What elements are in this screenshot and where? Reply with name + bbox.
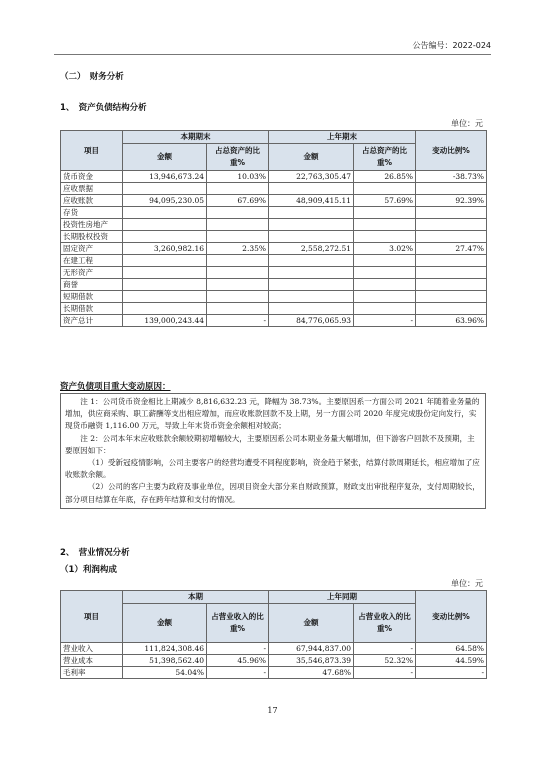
table-cell: [269, 279, 354, 291]
table-cell: -: [354, 315, 416, 327]
page-number: 17: [267, 706, 278, 715]
table-cell: 57.69%: [354, 195, 416, 207]
unit-label-2: 单位：元: [451, 579, 483, 588]
table-cell: 2,558,272.51: [269, 243, 354, 255]
table-cell: [123, 183, 207, 195]
table-cell: [207, 291, 269, 303]
row-label: 毛利率: [61, 667, 123, 679]
col-item: 项目: [61, 131, 123, 171]
table-row: [61, 231, 487, 243]
balance-sheet-table: [60, 130, 487, 327]
table-cell: [354, 183, 416, 195]
table-cell: [269, 303, 354, 315]
table-cell: [354, 303, 416, 315]
col-amount: 金额: [123, 604, 207, 643]
profit-structure-title: （1）利润构成: [60, 565, 117, 575]
table-cell: [354, 279, 416, 291]
table-cell: 13,946,673.24: [123, 171, 207, 183]
table-cell: 139,000,243.44: [123, 315, 207, 327]
table-cell: [207, 219, 269, 231]
table-cell: [269, 267, 354, 279]
row-label: 在建工程: [61, 255, 123, 267]
table-cell: 84,776,065.93: [269, 315, 354, 327]
table-cell: [123, 279, 207, 291]
table-cell: 22,763,305.47: [269, 171, 354, 183]
table-cell: 94,095,230.05: [123, 195, 207, 207]
row-label: 固定资产: [61, 243, 123, 255]
table-cell: [207, 279, 269, 291]
table-cell: [269, 291, 354, 303]
table-cell: -: [207, 315, 269, 327]
table-row: [61, 267, 487, 279]
col-ratio: 占营业收入的比重%: [207, 604, 269, 643]
table-cell: 67,944,837.00: [269, 643, 354, 655]
table-cell: [416, 291, 487, 303]
table-cell: -: [416, 667, 487, 679]
table-cell: 54.04%: [123, 667, 207, 679]
table-cell: -: [207, 643, 269, 655]
table-cell: 111,824,308.46: [123, 643, 207, 655]
table-cell: [123, 267, 207, 279]
row-label: 资产总计: [61, 315, 123, 327]
note-2-item-1: （1）受新冠疫情影响，公司主要客户的经营均遭受不同程度影响，资金趋于紧张，结算付款周期延长，相应增加了应收账款余额。: [65, 458, 480, 480]
table-cell: [207, 255, 269, 267]
table-cell: 52.32%: [354, 655, 416, 667]
row-label: 长期股权投资: [61, 231, 123, 243]
col-change: 变动比例%: [416, 591, 487, 643]
table-cell: 51,398,562.40: [123, 655, 207, 667]
table-cell: [123, 231, 207, 243]
table-cell: 35,546,873.39: [269, 655, 354, 667]
table-cell: 45.96%: [207, 655, 269, 667]
table-cell: 27.47%: [416, 243, 487, 255]
table-cell: [269, 219, 354, 231]
col-current-period: 本期: [123, 591, 269, 604]
col-current-period: 本期期末: [123, 131, 269, 144]
table-cell: 10.03%: [207, 171, 269, 183]
table-cell: [269, 183, 354, 195]
row-label: 投资性房地产: [61, 219, 123, 231]
reason-notes: [60, 393, 486, 509]
table-cell: [207, 303, 269, 315]
table-cell: [354, 255, 416, 267]
table-cell: [207, 207, 269, 219]
table-cell: -: [207, 667, 269, 679]
table-cell: 3,260,982.16: [123, 243, 207, 255]
table-cell: [354, 231, 416, 243]
table-cell: -: [354, 667, 416, 679]
subsection-title-2: 2、 营业情况分析: [60, 548, 130, 558]
table-cell: 64.58%: [416, 643, 487, 655]
table-cell: [123, 255, 207, 267]
table-cell: [123, 219, 207, 231]
table-cell: 26.85%: [354, 171, 416, 183]
col-change: 变动比例%: [416, 131, 487, 171]
row-label: 货币资金: [61, 171, 123, 183]
row-label: 短期借款: [61, 291, 123, 303]
subsection-title-1: 1、 资产负债结构分析: [60, 103, 147, 113]
row-label: 应收账款: [61, 195, 123, 207]
table-row: [61, 655, 487, 667]
table-cell: 67.69%: [207, 195, 269, 207]
table-row: [61, 667, 487, 679]
row-label: 营业成本: [61, 655, 123, 667]
col-ratio: 占营业收入的比重%: [354, 604, 416, 643]
table-row: [61, 195, 487, 207]
col-amount: 金额: [269, 604, 354, 643]
table-cell: [123, 291, 207, 303]
table-cell: -: [354, 643, 416, 655]
col-amount: 金额: [269, 144, 354, 171]
table-row: [61, 291, 487, 303]
row-label: 长期借款: [61, 303, 123, 315]
row-label: 营业收入: [61, 643, 123, 655]
table-cell: [354, 267, 416, 279]
table-row: [61, 183, 487, 195]
table-cell: 48,909,415.11: [269, 195, 354, 207]
page-header: [54, 40, 491, 55]
table-row: [61, 171, 487, 183]
table-cell: [416, 303, 487, 315]
row-label: 商誉: [61, 279, 123, 291]
table-cell: [416, 231, 487, 243]
table-cell: -38.73%: [416, 171, 487, 183]
table-cell: 2.35%: [207, 243, 269, 255]
table-cell: [123, 303, 207, 315]
table-cell: [207, 267, 269, 279]
table-row: [61, 303, 487, 315]
col-ratio: 占总资产的比重%: [207, 144, 269, 171]
table-cell: [354, 207, 416, 219]
col-prior-period: 上年同期: [269, 591, 416, 604]
table-row: [61, 279, 487, 291]
note-1: 注 1：公司货币资金相比上期减少 8,816,632.23 元，降幅为 38.73%。主要原因系一方面公司 2021 年随着业务量的增加，供应商采购、职工薪酬等支出相应增加，而应收账款回款不及上期，另一方面公司 2020 年度完成股份定向发行，实现货币融资 1,116.00 万元，导致上年末货币资金余额相对较高；: [65, 397, 480, 431]
table-cell: [207, 231, 269, 243]
table-cell: [269, 231, 354, 243]
table-row: [61, 255, 487, 267]
section-title: （二） 财务分析: [60, 72, 124, 82]
table-cell: [269, 207, 354, 219]
table-cell: [123, 207, 207, 219]
profit-table: [60, 590, 487, 679]
col-amount: 金额: [123, 144, 207, 171]
table-cell: [354, 219, 416, 231]
table-cell: [207, 183, 269, 195]
row-label: 无形资产: [61, 267, 123, 279]
col-ratio: 占总资产的比重%: [354, 144, 416, 171]
table-cell: 47.68%: [269, 667, 354, 679]
table-cell: [416, 267, 487, 279]
row-label: 应收票据: [61, 183, 123, 195]
table-row: [61, 207, 487, 219]
table-cell: [416, 183, 487, 195]
table-cell: [269, 255, 354, 267]
reason-title: 资产负债项目重大变动原因：: [60, 382, 171, 392]
table-row: [61, 243, 487, 255]
note-2-item-2: （2）公司的客户主要为政府及事业单位，因项目资金大部分来自财政预算，财政支出审批程序复杂，支付周期较长，部分项目结算在年底，存在跨年结算和支付的情况。: [65, 482, 480, 504]
table-cell: [354, 291, 416, 303]
col-prior-period: 上年期末: [269, 131, 416, 144]
table-cell: [416, 255, 487, 267]
row-label: 存货: [61, 207, 123, 219]
unit-label-1: 单位：元: [451, 119, 483, 128]
table-cell: 3.02%: [354, 243, 416, 255]
table-cell: [416, 207, 487, 219]
table-cell: 63.96%: [416, 315, 487, 327]
table-row: [61, 219, 487, 231]
announcement-number: 公告编号：2022-024: [412, 41, 491, 50]
table-cell: 44.59%: [416, 655, 487, 667]
col-item: 项目: [61, 591, 123, 643]
table-cell: 92.39%: [416, 195, 487, 207]
table-row: [61, 315, 487, 327]
note-2: 注 2：公司本年末应收账款余额较期初增幅较大，主要原因系公司本期业务量大幅增加，但下游客户回款不及预期，主要原因如下：: [65, 433, 475, 455]
table-row: [61, 643, 487, 655]
table-cell: [416, 279, 487, 291]
table-cell: [416, 219, 487, 231]
